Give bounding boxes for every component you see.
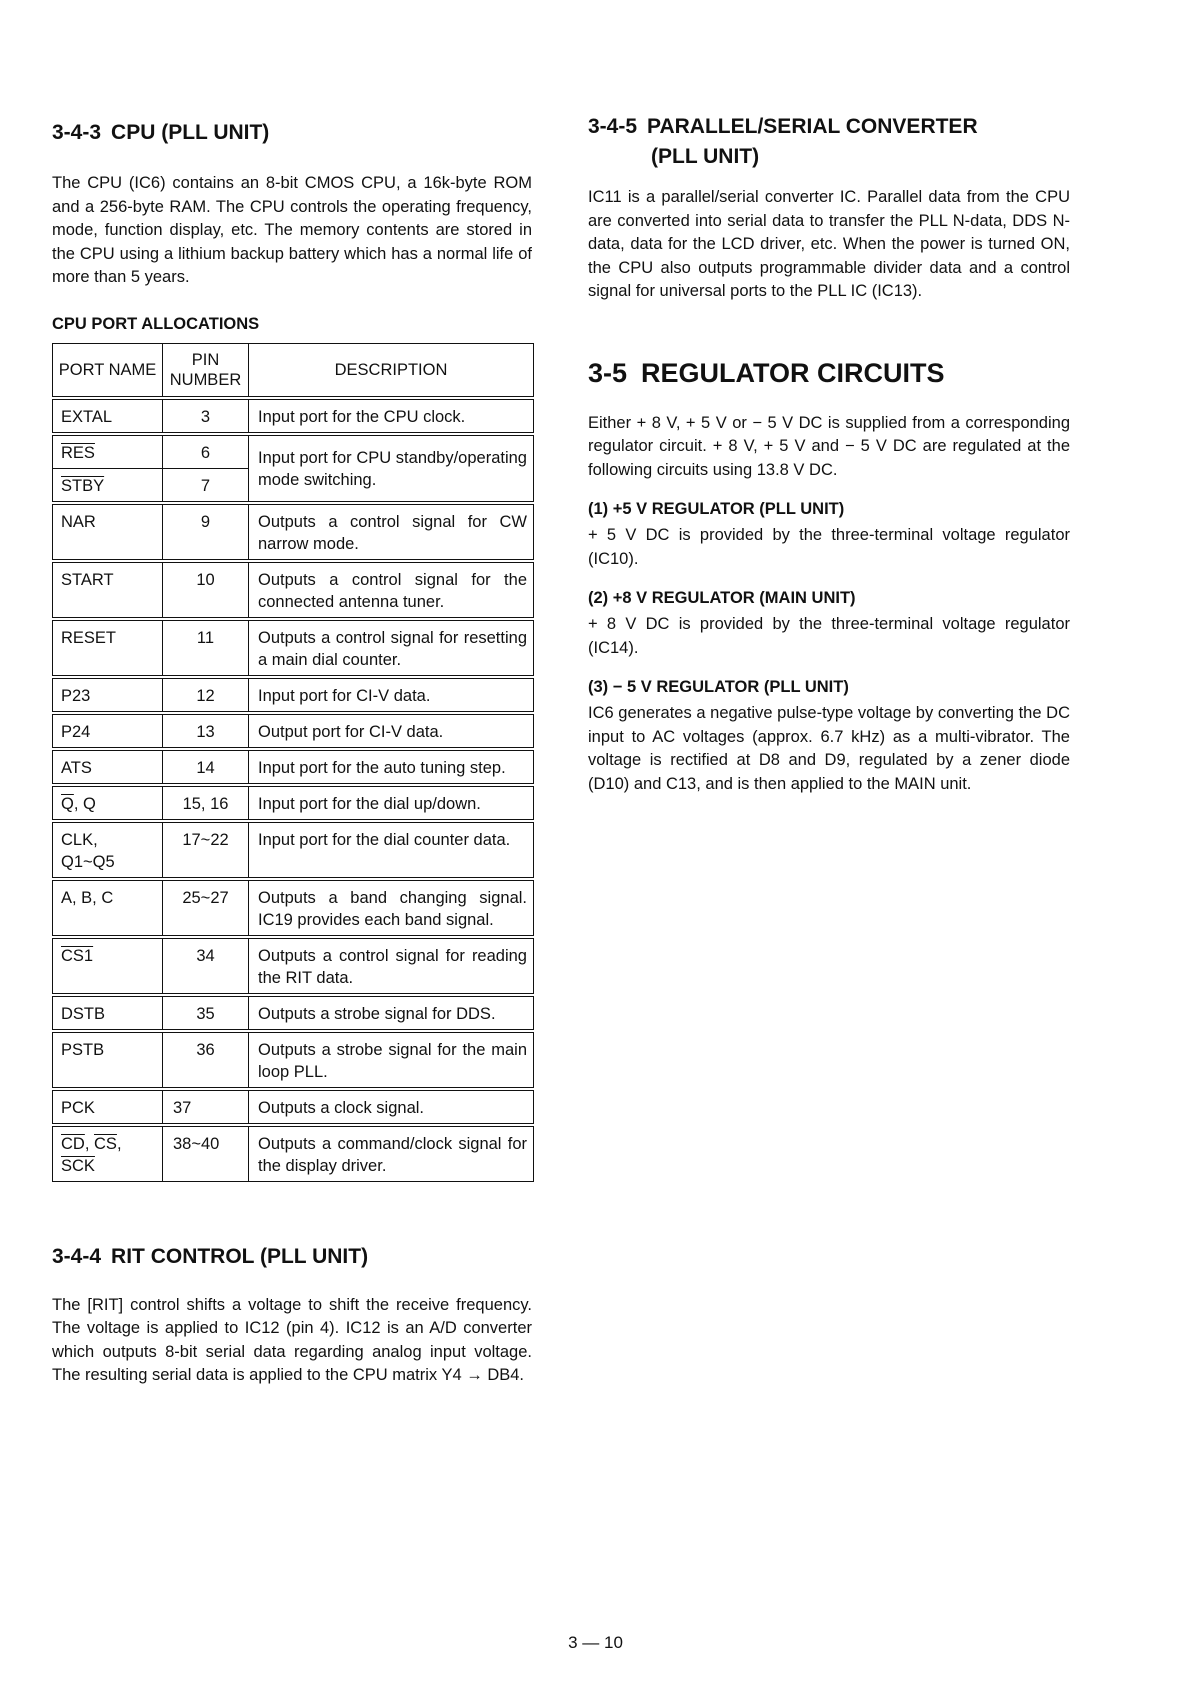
- table-row: START 10 Outputs a control signal for the connected antenna tuner.: [53, 561, 534, 619]
- page-number: 3 — 10: [568, 1633, 623, 1652]
- regulator-3-heading: (3) − 5 V REGULATOR (PLL UNIT): [588, 678, 849, 696]
- cpu-body: The CPU (IC6) contains an 8-bit CMOS CPU, a 16k-byte ROM and a 256-byte RAM. The CPU controls the operating frequency, mode, function display, etc. The memory contents are stored in the CPU using a lithium backup battery which has a normal life of more than 5 years.: [52, 174, 532, 286]
- table-row: P24 13 Output port for CI-V data.: [53, 713, 534, 749]
- header-port-name: PORT NAME: [53, 343, 163, 398]
- table-row: P23 12 Input port for CI-V data.: [53, 677, 534, 713]
- regulator-2-body: + 8 V DC is provided by the three-terminal voltage regulator (IC14).: [588, 615, 1070, 657]
- table-row: $\overline{Q}$, Q 15, 16 Input port for the dial up/down.: [53, 785, 534, 821]
- rit-body: The [RIT] control shifts a voltage to shift the receive frequency. The voltage is applied to IC12 (pin 4). IC12 is an A/D converter which outputs 8-bit serial data regarding analog input voltage. The resulting serial data is applied to the CPU matrix Y4 → DB4.: [52, 1295, 532, 1384]
- table-row: ATS 14 Input port for the auto tuning step.: [53, 749, 534, 785]
- table-row: RESET 11 Outputs a control signal for resetting a main dial counter.: [53, 619, 534, 677]
- table-row: EXTAL 3 Input port for the CPU clock.: [53, 398, 534, 434]
- table-row: PSTB 36 Outputs a strobe signal for the main loop PLL.: [53, 1031, 534, 1089]
- table-header-row: [53, 343, 534, 398]
- cpu-port-table: [52, 343, 534, 1182]
- table-row: PCK 37 Outputs a clock signal.: [53, 1089, 534, 1125]
- regulator-1-body: + 5 V DC is provided by the three-terminal voltage regulator (IC10).: [588, 526, 1070, 568]
- regulator-body: Either + 8 V, + 5 V or − 5 V DC is supplied from a corresponding regulator circuit. + 8 V, + 5 V and − 5 V DC are regulated at the following circuits using 13.8 V DC.: [588, 413, 1070, 479]
- header-pin-number: PIN NUMBER: [163, 343, 249, 398]
- header-description: DESCRIPTION: [249, 343, 534, 398]
- rit-heading: 3-4-4 RIT CONTROL (PLL UNIT): [52, 1244, 369, 1268]
- port-table-title: CPU PORT ALLOCATIONS: [52, 314, 260, 333]
- table-row: $\overline{RES}$ 6 Input port for CPU standby/operating mode switching.: [53, 434, 534, 469]
- left-column: [52, 118, 532, 1388]
- converter-heading: 3-4-5 PARALLEL/SERIAL CONVERTER: [588, 115, 978, 138]
- table-row: STBY 7: [53, 468, 534, 503]
- regulator-heading: 3-5 REGULATOR CIRCUITS: [588, 357, 945, 388]
- table-row: CLK, Q1~Q5 17~22 Input port for the dial counter data.: [53, 821, 534, 879]
- table-row: A, B, C 25~27 Outputs a band changing signal. IC19 provides each band signal.: [53, 879, 534, 937]
- right-column: [588, 112, 1070, 796]
- regulator-1-heading: (1) +5 V REGULATOR (PLL UNIT): [588, 500, 845, 518]
- regulator-3-body: IC6 generates a negative pulse-type voltage by converting the DC input to AC voltages (approx. 6.7 kHz) as a multi-vibrator. The voltage is rectified at D8 and D9, regulated by a zener diode (D10) and C13, and is then applied to the MAIN unit.: [588, 704, 1070, 793]
- converter-body: IC11 is a parallel/serial converter IC. Parallel data from the CPU are converted into serial data to transfer the PLL N-data, DDS N-data, data for the LCD driver, etc. When the power is turned ON, the CPU also outputs programmable divider data and a control signal for universal ports to the PLL IC (IC13).: [588, 188, 1070, 300]
- converter-heading-line2: (PLL UNIT): [651, 145, 760, 168]
- regulator-2-heading: (2) +8 V REGULATOR (MAIN UNIT): [588, 589, 856, 607]
- cpu-heading: 3-4-3 CPU (PLL UNIT): [52, 121, 270, 144]
- table-row: NAR 9 Outputs a control signal for CW narrow mode.: [53, 503, 534, 561]
- table-row: DSTB 35 Outputs a strobe signal for DDS.: [53, 995, 534, 1031]
- table-row: CS1 34 Outputs a control signal for reading the RIT data.: [53, 937, 534, 995]
- table-row: $\overline{CD}$, $\overline{CS}$, $\overline{SCK}$ 38~40 Outputs a command/clock signal for the display driver.: [53, 1125, 534, 1182]
